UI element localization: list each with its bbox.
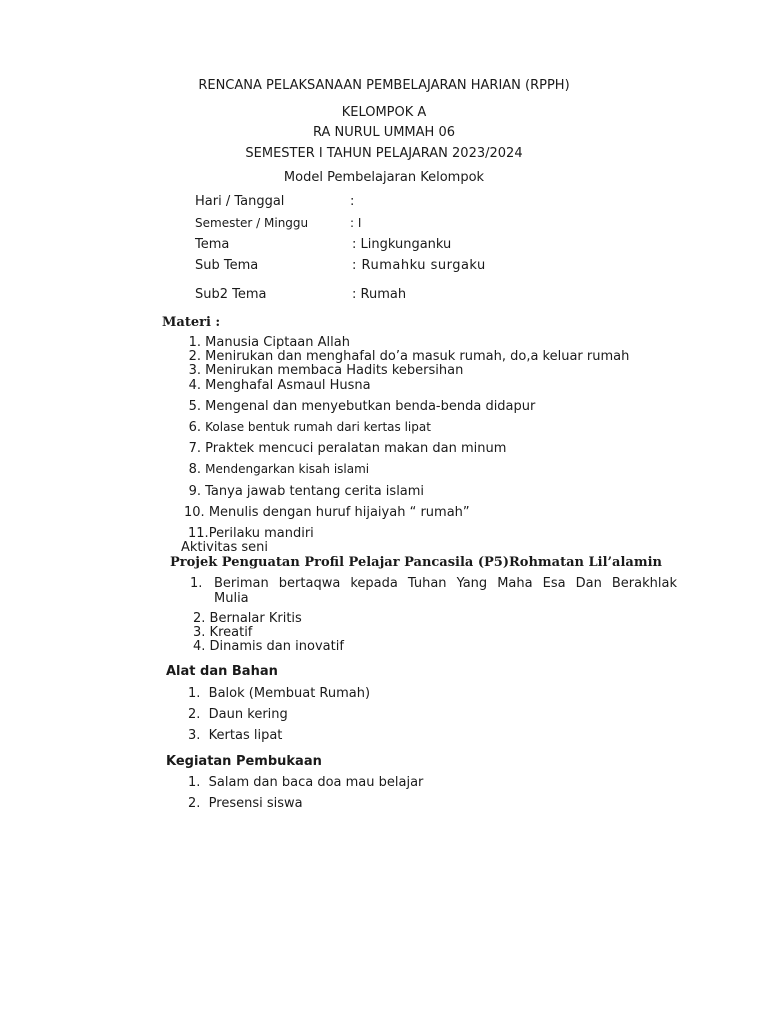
group-name: KELOMPOK A	[341, 105, 427, 120]
list-item: 5. Mengenal dan menyebutkan benda-benda didapur	[188, 399, 536, 414]
school-name: RA NURUL UMMAH 06	[313, 125, 455, 140]
list-item: 7. Praktek mencuci peralatan makan dan minum	[188, 441, 507, 456]
info-value: :	[350, 194, 355, 209]
info-label: Hari / Tanggal	[195, 194, 285, 209]
materi-heading: Materi :	[162, 315, 221, 330]
semester-line: SEMESTER I TAHUN PELAJARAN 2023/2024	[245, 146, 523, 161]
list-item: 4. Menghafal Asmaul Husna	[188, 378, 371, 393]
list-item: 3. Menirukan membaca Hadits kebersihan	[188, 363, 464, 378]
list-item: 3. Kertas lipat	[188, 728, 283, 743]
info-value: : Rumahku surgaku	[352, 258, 486, 273]
info-label: Sub2 Tema	[195, 287, 267, 302]
list-extra: Aktivitas seni	[181, 540, 269, 555]
info-value: : I	[350, 216, 362, 230]
list-item: 2. Bernalar Kritis	[193, 611, 302, 626]
list-item: 9. Tanya jawab tentang cerita islami	[188, 484, 425, 499]
document-title: RENCANA PELAKSANAAN PEMBELAJARAN HARIAN (RPPH)	[198, 78, 570, 93]
list-item: 1. Balok (Membuat Rumah)	[188, 686, 371, 701]
info-label: Sub Tema	[195, 258, 259, 273]
list-item: 3. Kreatif	[193, 625, 253, 640]
list-item: 1. Manusia Ciptaan Allah	[188, 335, 350, 350]
info-value: : Lingkunganku	[352, 237, 452, 252]
list-item: 2. Menirukan dan menghafal do’a masuk rumah, do,a keluar rumah	[188, 349, 630, 364]
info-value: : Rumah	[352, 287, 407, 302]
alat-heading: Alat dan Bahan	[166, 664, 278, 679]
list-item: 2. Presensi siswa	[188, 796, 303, 811]
learning-model: Model Pembelajaran Kelompok	[283, 170, 485, 185]
p5-heading: Projek Penguatan Profil Pelajar Pancasila (P5)Rohmatan Lil’alamin	[170, 555, 662, 570]
info-label: Semester / Minggu	[195, 216, 309, 230]
list-item: 10. Menulis dengan huruf hijaiyah “ rumah”	[184, 505, 470, 520]
list-item: 1. Salam dan baca doa mau belajar	[188, 775, 424, 790]
list-item: 6. Kolase bentuk rumah dari kertas lipat	[188, 420, 431, 435]
list-item: 4. Dinamis dan inovatif	[193, 639, 344, 654]
info-label: Tema	[195, 237, 230, 252]
list-item: 2. Daun kering	[188, 707, 288, 722]
list-item: 1. Beriman bertaqwa kepada Tuhan Yang Maha Esa Dan Berakhlak Mulia	[190, 576, 677, 606]
list-item: 11.Perilaku mandiri	[188, 526, 314, 541]
pembukaan-heading: Kegiatan Pembukaan	[166, 754, 322, 769]
list-item: 8. Mendengarkan kisah islami	[188, 462, 370, 477]
